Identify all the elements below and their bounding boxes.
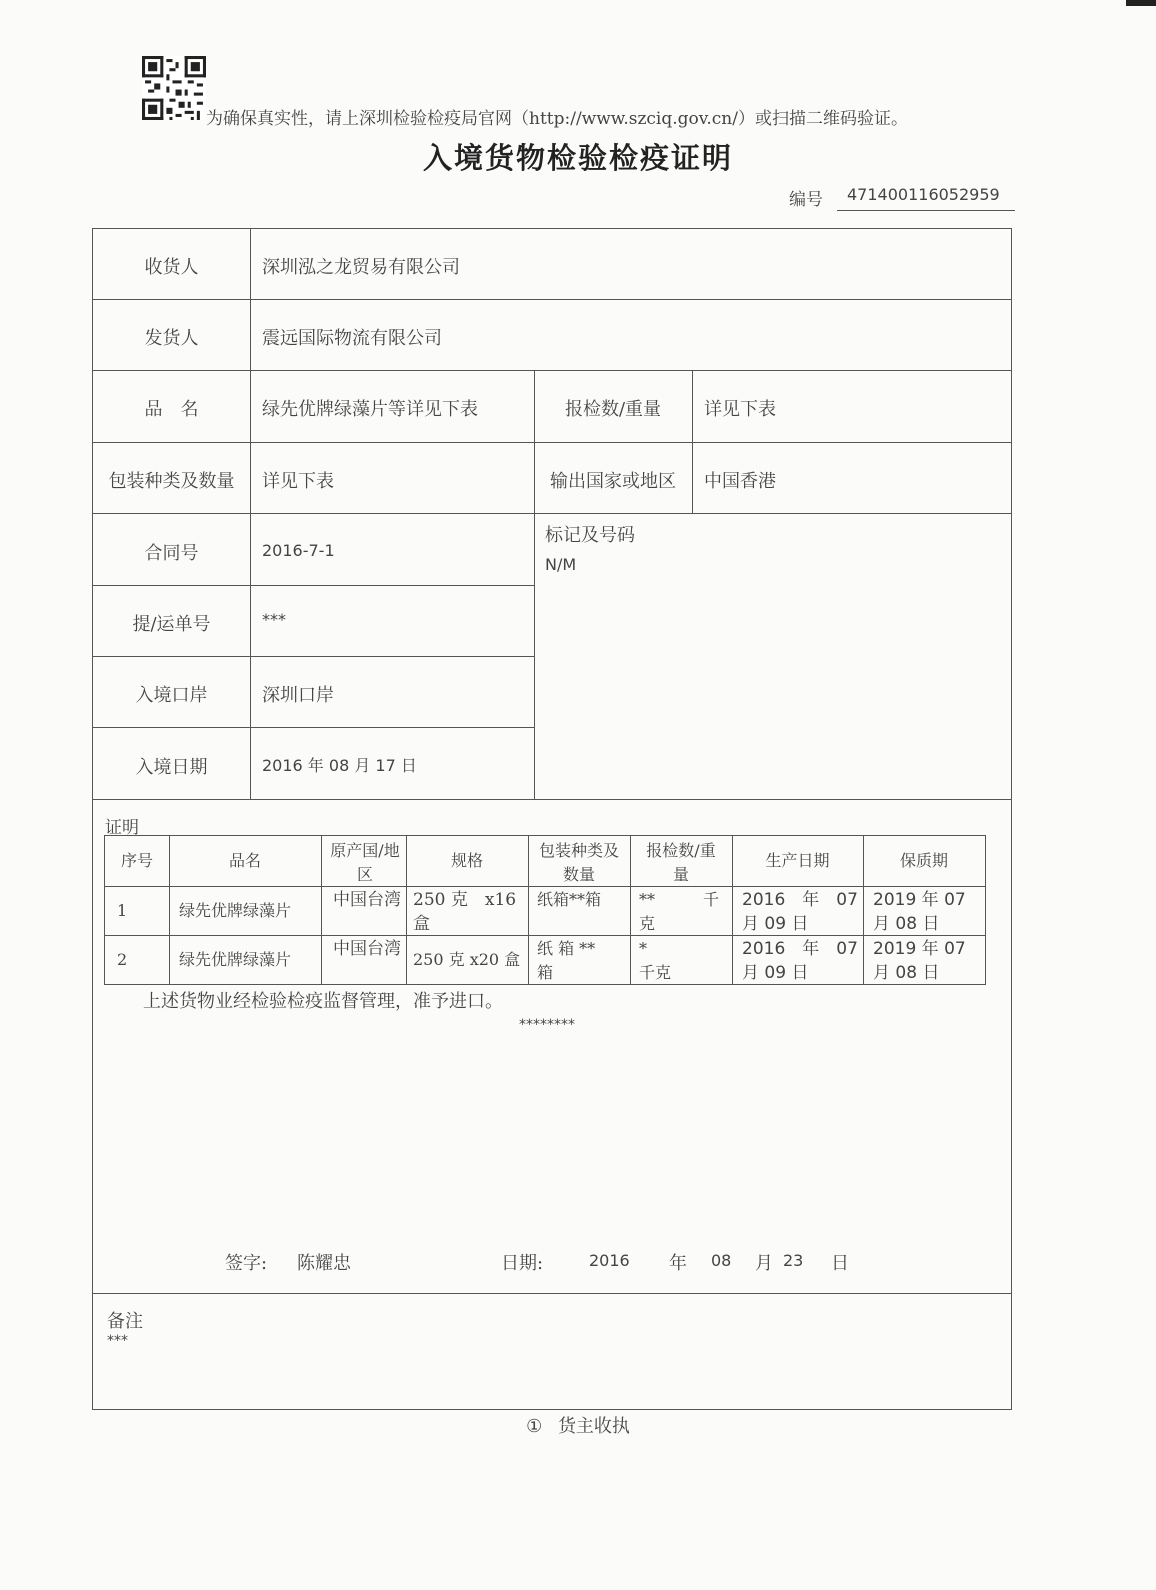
entry-date-label: 入境日期 bbox=[135, 757, 208, 778]
export-country-value: 中国香港 bbox=[704, 471, 776, 492]
consignee-label: 收货人 bbox=[144, 257, 199, 278]
row2-name: 绿先优牌绿藻片 bbox=[179, 950, 292, 969]
row1-qty: ** 千克 bbox=[639, 890, 720, 933]
row1-origin: 中国台湾 bbox=[333, 890, 401, 910]
quantity-weight-label: 报检数/重量 bbox=[564, 399, 662, 420]
verification-note: 为确保真实性，请上深圳检验检疫局官网（http://www.szciq.gov.cn/）或扫描二维码验证。 bbox=[206, 109, 908, 129]
signature-day: 23 bbox=[783, 1251, 804, 1270]
row-divider bbox=[93, 370, 1011, 371]
header-shelf-life: 保质期 bbox=[899, 851, 948, 870]
remarks-label: 备注 bbox=[107, 1311, 143, 1332]
entry-date-value: 2016 年 08 月 17 日 bbox=[262, 756, 417, 775]
header-production-date: 生产日期 bbox=[765, 851, 830, 870]
signature-day-unit: 日 bbox=[831, 1253, 849, 1274]
qr-code-icon bbox=[142, 56, 206, 120]
row2-qty: * 千克 bbox=[639, 939, 712, 982]
table-row-divider bbox=[105, 886, 985, 887]
row1-name: 绿先优牌绿藻片 bbox=[179, 901, 292, 920]
quantity-weight-value: 详见下表 bbox=[704, 399, 776, 420]
row2-production-date: 2016 年 07 月 09 日 bbox=[742, 939, 858, 983]
marks-label: 标记及号码 bbox=[545, 525, 635, 546]
row-divider bbox=[93, 727, 534, 728]
signature-year: 2016 bbox=[589, 1251, 630, 1270]
table-col-divider bbox=[321, 836, 322, 984]
certificate-number-block bbox=[789, 185, 1000, 210]
packaging-label: 包装种类及数量 bbox=[108, 471, 235, 492]
column-divider bbox=[534, 370, 535, 799]
table-col-divider bbox=[630, 836, 631, 984]
copy-label: 货主收执 bbox=[557, 1416, 630, 1437]
row2-origin: 中国台湾 bbox=[333, 939, 401, 959]
signer-name: 陈耀忠 bbox=[297, 1253, 351, 1274]
row2-shelf-life: 2019 年 07 月 08 日 bbox=[873, 939, 966, 983]
column-divider bbox=[250, 229, 251, 799]
row1-production-date: 2016 年 07 月 09 日 bbox=[742, 890, 858, 934]
document-title: 入境货物检验检疫证明 bbox=[422, 141, 733, 175]
header-origin: 原产国/地区 bbox=[330, 841, 400, 884]
signature-month: 08 bbox=[711, 1251, 732, 1270]
copy-footer bbox=[0, 1412, 1156, 1438]
header-spec: 规格 bbox=[450, 851, 483, 870]
contract-no-label: 合同号 bbox=[144, 543, 199, 564]
row1-seq: 1 bbox=[117, 901, 128, 920]
packaging-value: 详见下表 bbox=[262, 471, 334, 492]
certificate-form bbox=[92, 228, 1012, 1410]
row2-seq: 2 bbox=[117, 950, 128, 969]
remarks-value: *** bbox=[107, 1333, 128, 1349]
row2-packing: 纸 箱 ** 箱 bbox=[537, 939, 596, 982]
row-divider bbox=[93, 299, 1011, 300]
product-name-value: 绿先优牌绿藻片等详见下表 bbox=[262, 399, 478, 420]
contract-no-value: 2016-7-1 bbox=[262, 541, 335, 560]
row2-spec: 250 克 x20 盒 bbox=[413, 950, 521, 969]
consignor-value: 震远国际物流有限公司 bbox=[262, 328, 442, 349]
header-name: 品名 bbox=[228, 851, 261, 870]
header-qty: 报检数/重量 bbox=[646, 841, 716, 884]
entry-port-label: 入境口岸 bbox=[135, 685, 208, 706]
bill-no-value: *** bbox=[262, 610, 286, 629]
table-col-divider bbox=[528, 836, 529, 984]
copy-marker: ① bbox=[526, 1416, 543, 1437]
table-row-divider bbox=[105, 935, 985, 936]
header-seq: 序号 bbox=[120, 851, 153, 870]
row1-packing: 纸箱**箱 bbox=[537, 890, 602, 909]
section-divider bbox=[93, 1293, 1011, 1294]
certification-stars: ******** bbox=[519, 1017, 575, 1033]
certificate-number-label: 编号 bbox=[789, 190, 823, 210]
section-divider bbox=[93, 799, 1011, 800]
certificate-number: 471400116052959 bbox=[837, 185, 1015, 211]
export-country-label: 输出国家或地区 bbox=[550, 471, 676, 492]
row1-spec: 250 克 x16 盒 bbox=[413, 890, 517, 934]
bill-no-label: 提/运单号 bbox=[132, 614, 211, 635]
header-packing: 包装种类及数量 bbox=[538, 841, 619, 884]
consignee-value: 深圳泓之龙贸易有限公司 bbox=[262, 257, 460, 278]
signature-date-label: 日期: bbox=[501, 1253, 544, 1274]
signature-label: 签字: bbox=[225, 1253, 268, 1274]
scan-edge-mark bbox=[1126, 0, 1156, 6]
certification-statement: 上述货物业经检验检疫监督管理，准予进口。 bbox=[143, 991, 503, 1012]
signature-month-unit: 月 bbox=[755, 1253, 773, 1274]
signature-year-unit: 年 bbox=[669, 1253, 687, 1274]
row-divider bbox=[93, 585, 534, 586]
column-divider bbox=[692, 370, 693, 513]
goods-table bbox=[104, 835, 986, 985]
product-name-label: 品 名 bbox=[144, 399, 199, 420]
row-divider bbox=[93, 442, 1011, 443]
entry-port-value: 深圳口岸 bbox=[262, 685, 334, 706]
row-divider bbox=[93, 513, 1011, 514]
consignor-label: 发货人 bbox=[144, 328, 199, 349]
row1-shelf-life: 2019 年 07 月 08 日 bbox=[873, 890, 966, 934]
certification-label: 证明 bbox=[105, 818, 139, 838]
row-divider bbox=[93, 656, 534, 657]
marks-value: N/M bbox=[545, 555, 577, 574]
